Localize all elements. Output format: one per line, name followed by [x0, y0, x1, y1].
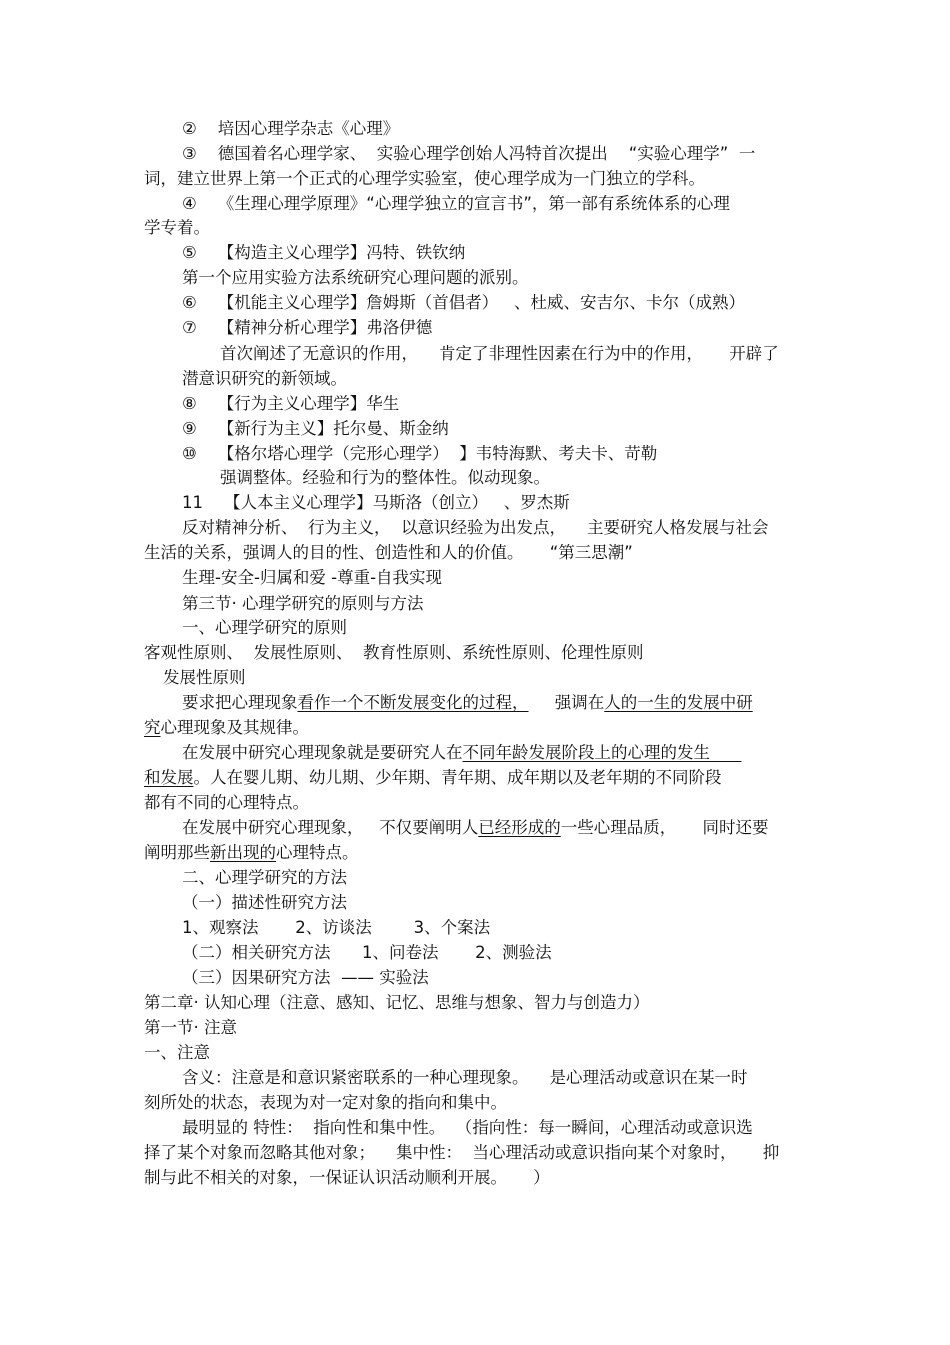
text-line: ④ 《生理心理学原理》“心理学独立的宣言书”，第一部有系统体系的心理	[182, 194, 730, 213]
text-line: 含义：注意是和意识紧密联系的一种心理现象。 是心理活动或意识在某一时	[182, 1068, 748, 1087]
underlined-text: 和发展	[144, 768, 194, 787]
text-line: ⑥ 【机能主义心理学】詹姆斯（首倡者） 、杜威、安吉尔、卡尔（成熟）	[182, 293, 746, 312]
text-line: （一）描述性研究方法	[182, 893, 347, 912]
text-line: 在发展中研究心理现象就是要研究人在不同年龄发展阶段上的心理的发生	[182, 743, 742, 762]
section-heading: 第三节· 心理学研究的原则与方法	[182, 594, 424, 613]
text-line: 首次阐述了无意识的作用， 肯定了非理性因素在行为中的作用， 开辟了	[220, 344, 779, 363]
section-heading: 一、注意	[144, 1043, 210, 1062]
text-line: 刻所处的状态，表现为对一定对象的指向和集中。	[144, 1093, 507, 1112]
text-line: （二）相关研究方法 1、问卷法 2、测验法	[182, 943, 552, 962]
text-line: ⑤ 【构造主义心理学】冯特、铁钦纳	[182, 243, 466, 262]
underlined-text: 不同年龄发展阶段上的心理的发生	[462, 743, 742, 762]
section-heading: 第一节· 注意	[144, 1018, 237, 1037]
text-line: ⑦ 【精神分析心理学】弗洛伊德	[182, 318, 433, 337]
text-line: 学专着。	[144, 218, 210, 237]
text-line: ③ 德国着名心理学家、 实验心理学创始人冯特首次提出 “实验心理学” 一	[182, 144, 756, 163]
text-line: 在发展中研究心理现象， 不仅要阐明人已经形成的一些心理品质， 同时还要	[182, 818, 769, 837]
text-line: 择了某个对象而忽略其他对象； 集中性： 当心理活动或意识指向某个对象时， 抑	[144, 1143, 780, 1162]
text-line: 和发展。人在婴儿期、幼儿期、少年期、青年期、成年期以及老年期的不同阶段	[144, 768, 722, 787]
text-line: 都有不同的心理特点。	[144, 793, 309, 812]
text-line: 客观性原则、 发展性原则、 教育性原则、系统性原则、伦理性原则	[144, 643, 644, 662]
text-line: ② 培因心理学杂志《心理》	[182, 119, 400, 138]
text-line: 1、观察法 2、访谈法 3、个案法	[182, 918, 491, 937]
text-line: ⑨ 【新行为主义】托尔曼、斯金纳	[182, 419, 449, 438]
section-heading: 二、心理学研究的方法	[182, 868, 347, 887]
text-line: 潜意识研究的新领域。	[182, 369, 347, 388]
text-line: 制与此不相关的对象，一保证认识活动顺利开展。 ）	[144, 1168, 550, 1187]
underlined-text: 新出现的	[210, 843, 276, 862]
text-line: ⑧ 【行为主义心理学】华生	[182, 394, 400, 413]
text-line: ⑩ 【格尔塔心理学（完形心理学） 】韦特海默、考夫卡、苛勒	[182, 444, 658, 463]
underlined-text: 已经形成的	[478, 818, 561, 837]
underlined-text: 看作一个不断发展变化的过程，	[297, 693, 529, 712]
section-heading: 一、心理学研究的原则	[182, 618, 347, 637]
text-line: 第一个应用实验方法系统研究心理问题的派别。	[182, 268, 529, 287]
underlined-text: 究	[144, 718, 161, 737]
text-line: 生理-安全-归属和爱 -尊重-自我实现	[182, 568, 443, 587]
text-line: 发展性原则	[163, 668, 246, 687]
text-line: 最明显的 特性： 指向性和集中性。 （指向性：每一瞬间，心理活动或意识选	[182, 1118, 753, 1137]
text-line: 强调整体。经验和行为的整体性。似动现象。	[220, 468, 550, 487]
underlined-text: 人的一生的发展中研	[604, 693, 753, 712]
text-line: 词，建立世界上第一个正式的心理学实验室，使心理学成为一门独立的学科。	[144, 169, 705, 188]
text-line: 究心理现象及其规律。	[144, 718, 309, 737]
text-line: 生活的关系，强调人的目的性、创造性和人的价值。 “第三思潮”	[144, 543, 633, 562]
text-line: （三）因果研究方法 —— 实验法	[182, 968, 429, 987]
chapter-heading: 第二章· 认知心理（注意、感知、记忆、思维与想象、智力与创造力）	[144, 993, 650, 1012]
text-line: 11 【人本主义心理学】马斯洛（创立） 、罗杰斯	[182, 493, 570, 512]
text-line: 要求把心理现象看作一个不断发展变化的过程， 强调在人的一生的发展中研	[182, 693, 753, 712]
text-line: 反对精神分析、 行为主义， 以意识经验为出发点， 主要研究人格发展与社会	[182, 518, 769, 537]
text-line: 阐明那些新出现的心理特点。	[144, 843, 359, 862]
